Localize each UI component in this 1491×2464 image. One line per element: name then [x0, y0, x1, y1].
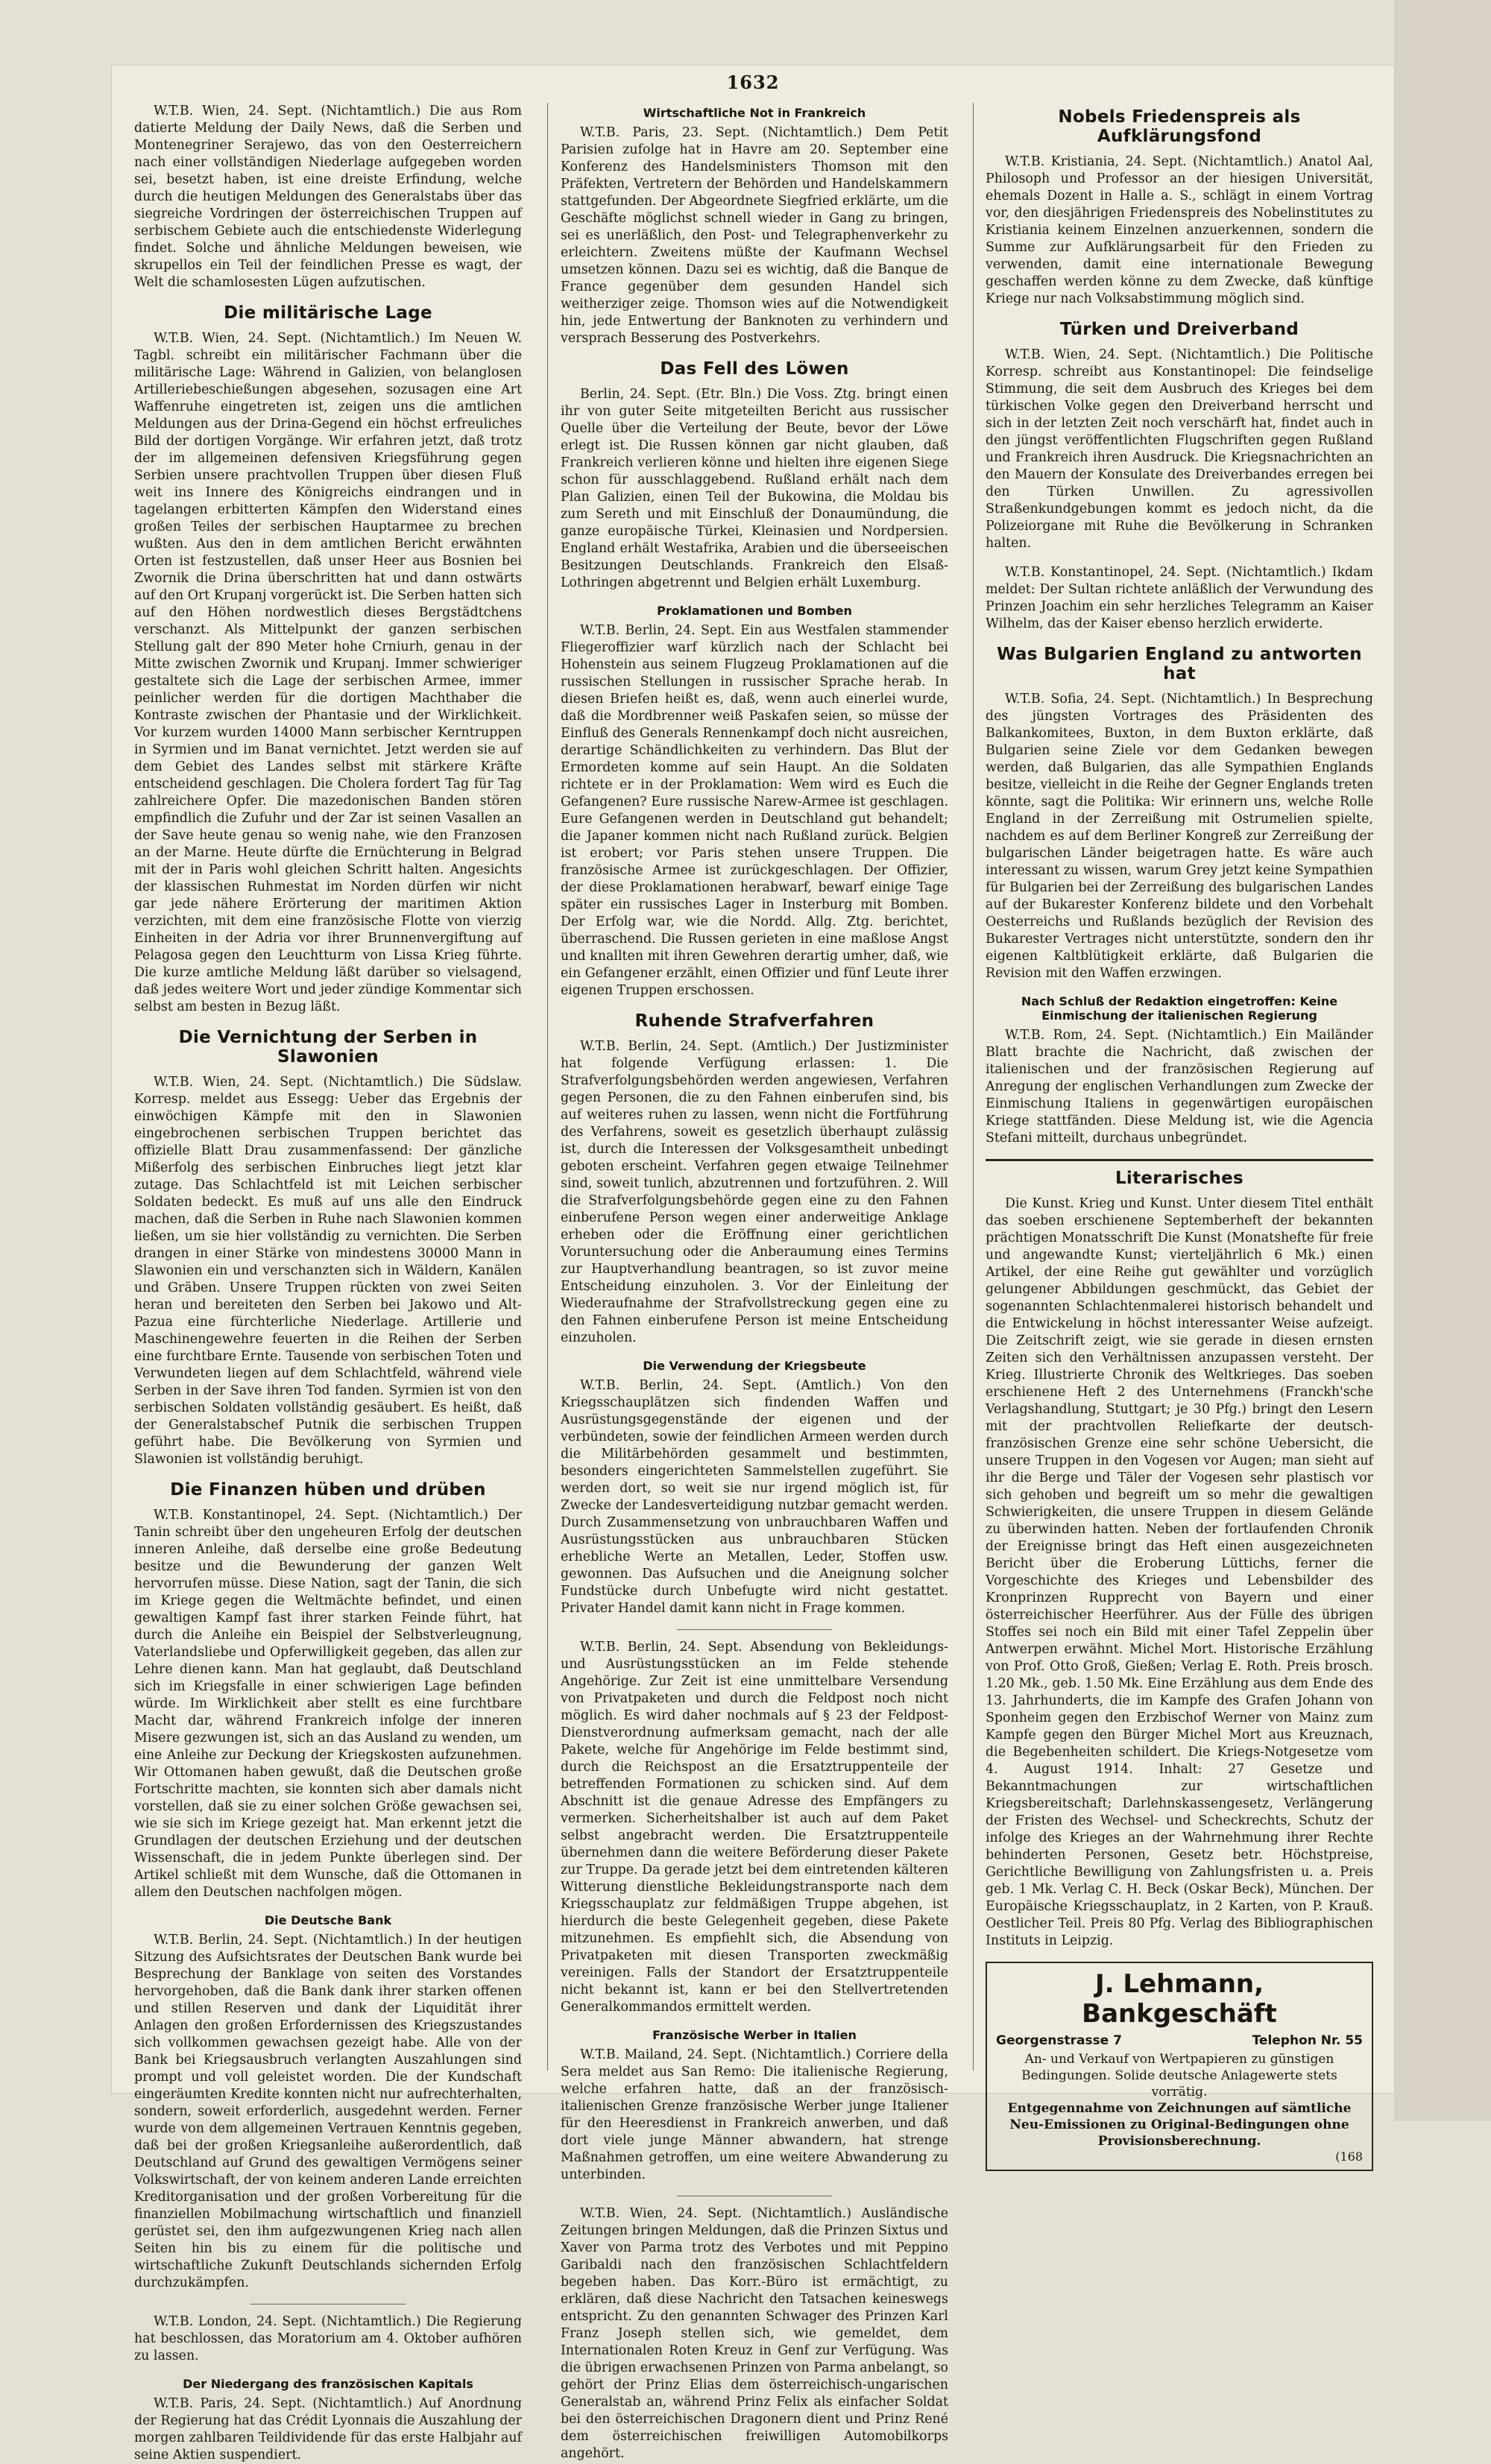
article-heading: Türken und Dreiverband: [1059, 320, 1299, 339]
article: [561, 604, 948, 999]
heavy-rule: [986, 1159, 1373, 1161]
article: [561, 106, 948, 347]
ad-street: Georgenstrasse 7: [996, 2033, 1122, 2048]
article: [134, 1028, 522, 1468]
newspaper-page: [112, 66, 1394, 2463]
article-text: Die Kunst. Krieg und Kunst. Unter diesem Titel enthält das soeben erschienene Septemberheft der bekannten prächtigen Monatsschrift Die Kunst (Monatshefte für freie und angewandte Kunst; vierteljährlich 6 Mk.) einen Artikel, der eine Reihe gut gewählter und vorzüglich gelungener Abbildungen geschmückt, das Gebiet der sogenannten Schlachtenmalerei historisch behandelt und die Entwickelung in höchst interessanter Weise aufzeigt. Die Zeitschrift zeigt, wie sie gerade in diesen ernsten Zeiten sich den Verhältnissen anzupassen versteht. Der Krieg. Illustrierte Chronik des Weltkrieges. Das soeben erschienene Heft 2 des Unternehmens (Franckh'sche Verlagshandlung, Stuttgart; je 30 Pfg.) bringt den Lesern mit der prachtvollen Reliefkarte der deutsch-französischen Grenze eine sehr schöne Uebersicht, die unsere Truppen in den Vogesen vor Augen; man sieht auf ihr die Berge und Täler der Vogesen sehr plastisch vor sich gehoben und begreift um so mehr die gewaltigen Schwierigkeiten, die unsere Truppen in diesem Gelände zu überwinden hatten. Neben der fortlaufenden Chronik der Ereignisse bringt das Heft einen ausgezeichneten Bericht über die Eroberung Lüttichs, ferner die Vorgeschichte des Krieges und Lebensbilder des Kronprinzen Rupprecht von Bayern und einer österreichischer Heerführer. Aus der Fülle des übrigen Stoffes sei noch ein Bild mit einer Tafel Zeppelin über Antwerpen erwähnt. Michel Mort. Historische Erzählung von Prof. Otto Groß, Gießen; Verlag E. Roth. Preis brosch. 1.20 Mk., geb. 1.50 Mk. Eine Erzählung aus dem Ende des 13. Jahrhunderts, die im Kampfe des Grafen Johann von Sponheim gegen den Erzbischof Werner von Mainz zum Kampfe gegen den Bürger Michel Mort aus Kreuznach, die Begebenheiten schildert. Die Kriegs-Notgesetze vom 4. August 1914. Inhalt: 27 Gesetze und Bekanntmachungen zur wirtschaftlichen Kriegsbereitschaft; Darlehnskassengesetz, Verlängerung der Fristen des Wechsel- und Scheckrechts, Schutz der infolge des Krieges an der Wahrnehmung ihrer Rechte behinderten Personen, Gesetz betr. Höchstpreise, Gerichtliche Bewilligung von Zahlungsfristen u. a. Preis geb. 1 Mk. Verlag C. H. Beck (Oskar Beck), München. Der Europäische Kriegsschauplatz, in 2 Karten, von P. Krauß. Oestlicher Teil. Preis 80 Pfg. Verlag des Bibliographischen Instituts in Leipzig.: [986, 1196, 1373, 1948]
article-text: W.T.B. Berlin, 24. Sept. (Amtlich.) Von den Kriegsschauplätzen sich findenden Waffen und Ausrüstungsgegenstände der eigenen und der verbündeten, sowie der feindlichen Armeen werden durch die Militärbehörden gesammelt und bestimmten, besonders eingerichteten Sammelstellen zugeführt. Sie werden dort, so weit sie nur irgend möglich ist, für Zwecke der Landesverteidigung nutzbar gemacht werden. Durch Zusammensetzung von unbrauchbaren Waffen und Ausrüstungsstücken aus unbrauchbaren Stücken erhebliche Werte an Metallen, Leder, Stoffen usw. gewonnen. Das Aufsuchen und die Aneignung solcher Fundstücke durch Unbefugte wird nicht gestattet. Privater Handel damit kann nicht in Frage kommen.: [561, 1378, 948, 1616]
column-rule: [973, 103, 974, 2070]
article: [986, 1169, 1373, 1950]
article-text: W.T.B. Mailand, 24. Sept. (Nichtamtlich.) Corriere della Sera meldet aus San Remo: Die italienische Regierung, welche erfahren hatte, daß an der französisch-italienischen Grenze französische Werber junge Italiener für den Heeresdienst in Frankreich anwerben, und daß dort viele junge Männer abwandern, hat strenge Maßnahmen getroffen, um eine weitere Abwanderung zu unterbinden.: [561, 2047, 948, 2182]
article: [134, 1913, 522, 2292]
article-text: W.T.B. Wien, 24. Sept. (Nichtamtlich.) Ausländische Zeitungen bringen Meldungen, daß die Prinzen Sixtus und Xaver von Parma trotz des Verbotes und mit Peppino Garibaldi nach den französischen Schlachtfeldern begeben haben. Das Korr.-Büro ist ermächtigt, zu erklären, daß diese Nachricht den Tatsachen keineswegs entspricht. Zu den genannten Schwager des Prinzen Karl Franz Joseph stellen sich, wie gemeldet, dem Internationalen Roten Kreuz in Genf zur Verfügung. Was die übrigen erwachsenen Prinzen von Parma anbelangt, so gehört der Prinz Elias dem österreichisch-ungarischen Generalstab an, während Prinz Felix als einfacher Soldat bei den österreichischen Dragonern dient und Prinz René dem österreichischen freiwilligen Automobilkorps angehört.: [561, 2206, 948, 2461]
article-heading: Die Vernichtung der Serben in Slawonien: [178, 1028, 478, 1067]
article: [986, 107, 1373, 308]
article: [561, 2205, 948, 2463]
article-heading: Ruhende Strafverfahren: [634, 1011, 874, 1031]
article: [986, 564, 1373, 633]
article: [986, 645, 1373, 982]
article-heading: Die Finanzen hüben und drüben: [170, 1480, 486, 1500]
article-heading: Das Fell des Löwen: [660, 359, 849, 379]
article-text: W.T.B. Berlin, 24. Sept. (Amtlich.) Der Justizminister hat folgende Verfügung erlassen: 1. Die Strafverfolgungsbehörden werden angewiesen, Verfahren gegen Personen, die zu den Fahnen einberufen sind, bis auf weiteres ruhen zu lassen, wenn nicht die Fortführung des Verfahrens, soweit es gesetzlich überhaupt zulässig ist, durch die Interessen der Volksgesamtheit unbedingt geboten erscheint. Verfahren gegen etwaige Teilnehmer sind, soweit tunlich, abzutrennen und fortzuführen. 2. Will die Strafverfolgungsbehörde gegen eine zu den Fahnen einberufene Person wegen einer anderweitige Anklage erheben oder die Eröffnung einer gerichtlichen Voruntersuchung oder die Anberaumung eines Termins zur Hauptverhandlung beantragen, so ist zuvor meine Entscheidung einzuholen. 3. Vor der Einleitung der Wiederaufnahme der Strafvollstreckung gegen eine zu den Fahnen einberufene Person ist meine Entscheidung einzuholen.: [561, 1039, 948, 1345]
article-text: W.T.B. Berlin, 24. Sept. Absendung von Bekleidungs- und Ausrüstungsstücken an im Felde stehende Angehörige. Zur Zeit ist eine unmittelbare Versendung von Privatpaketen und durch die Feldpost noch nicht möglich. Es wird daher nochmals auf § 23 der Feldpost-Dienstverordnung aufmerksam gemacht, nach der alle Pakete, welche für Angehörige im Felde bestimmt sind, durch die Reichspost an die Ersatztruppenteile der betreffenden Formationen zu schicken sind. Auf dem Abschnitt ist die genaue Adresse des Empfängers zu vermerken. Sicherheitshalber ist auch auf dem Paket selbst angebracht werden. Die Ersatztruppenteile übernehmen dann die weitere Beförderung dieser Pakete zur Truppe. Da gerade jetzt bei dem eintretenden kälteren Witterung dienstliche Bekleidungstransporte nach dem Kriegsschauplatz zur feldmäßigen Truppe abgehen, ist hierdurch die beste Gelegenheit gegeben, diese Pakete mitzunehmen. Es empfiehlt sich, die Absendung von Privatpaketen mit diesen Transporten zweckmäßig vereinigen. Falls der Standort der Ersatztruppenteile nicht bekannt ist, kann er bei den Stellvertretenden Generalkommandos ermittelt werden.: [561, 1640, 948, 2015]
article-text: W.T.B. Berlin, 24. Sept. (Nichtamtlich.) In der heutigen Sitzung des Aufsichtsrates der Deutschen Bank wurde bei Besprechung der Banklage von seiten des Vorstandes hervorgehoben, daß die Bank dank ihrer starken offenen und stillen Reserven und dank der Liquidität ihrer Anlagen den großen Erfordernissen des Kriegszustandes sich vollkommen gewachsen gezeigt habe. Alle von der Bank bei Kriegsausbruch verlangten Auszahlungen sind prompt und voll geleistet worden. Die der Kundschaft eingeräumten Kredite konnten nicht nur aufrechterhalten, sondern, soweit erforderlich, ausgedehnt werden. Ferner wurde von dem allgemeinen Vertrauen Kenntnis gegeben, daß bei der großen Kriegsanleihe außerordentlich, daß Deutschland auf Grund des gewaltigen Vermögens seiner Volkswirtschaft, der von keinem anderen Lande erreichten Kreditorganisation und der großen Vorbereitung für die finanziellen Mobilmachung wirtschaftlich und finanziell gerüstet sei, den ihm aufgezwungenen Krieg nach allen Seiten hin bis zu einem für die politische und wirtschaftliche Zukunft Deutschlands sichernden Erfolg durchzukämpfen.: [134, 1933, 522, 2290]
bank-advertisement: [986, 1962, 1373, 2171]
article-subheading: Proklamationen und Bomben: [657, 604, 852, 618]
ad-phone: Telephon Nr. 55: [1252, 2033, 1363, 2048]
column-rule: [547, 103, 548, 2070]
ad-address-row: [996, 2033, 1363, 2048]
article-text: W.T.B. Sofia, 24. Sept. (Nichtamtlich.) In Besprechung des jüngsten Vortrages des Präsidenten des Balkankomitees, Buxton, in dem Buxton erklärte, daß Bulgarien seine Ziele vor dem Gedanken bewegen werden, daß Bulgarien, das alle Sympathien Englands besitze, vielleicht in die Reihe der Gegner Englands treten könnte, sagt die Politika: Wir erinnern uns, welche Rolle England in der Zerreißung mit Ostrumelien spielte, nachdem es auf dem Berliner Kongreß zur Zerreißung der bulgarischen Länder beigetragen hatte. Es wäre auch interessant zu wissen, warum Grey jetzt keine Sympathien für Bulgarien bei der Zerreißung des bulgarischen Landes auf der Bukarester Konferenz bildete und den Vorbehalt Oesterreichs und Rußlands bezüglich der Revision des Bukarester Vertrages nicht unterstützte, sondern den ihr eigenen Kaltblütigkeit erklärte, daß Bulgarien die Revision mit den Waffen erzwingen.: [986, 692, 1373, 981]
article-heading: Die militärische Lage: [224, 303, 432, 323]
article-text: W.T.B. Wien, 24. Sept. (Nichtamtlich.) Die Südslaw. Korresp. meldet aus Essegg: Ueber das Ergebnis der einwöchigen Kämpfe mit den in Slawonien eingebrochenen serbischen Truppen berichtet das offizielle Blatt Drau zusammenfassend: Der gänzliche Mißerfolg des serbischen Einbruches liegt jetzt klar zutage. Das Schlachtfeld ist mit Leichen serbischer Soldaten bedeckt. Es muß auf uns alle den Eindruck machen, daß die Serben in Ruhe nach Slawonien kommen ließen, um sie hier vollständig zu vernichten. Die Serben drangen in einer Stärke von mindestens 30000 Mann in Slawonien ein und verschanzten sich in Wäldern, Kanälen und Gräben. Unsere Truppen rückten von zwei Seiten heran und bereiteten den Serben bei Jakowo und Alt-Pazua eine fürchterliche Niederlage. Artillerie und Maschinengewehre feuerten in die Reihen der Serben eine furchtbare Ernte. Tausende von serbischen Toten und Verwundeten liegen auf dem Schlachtfeld, während viele Serben in der Save ihren Tod fanden. Syrmien ist von den serbischen Soldaten vollständig gesäubert. Es heißt, daß der Generalstabschef Putnik die serbischen Truppen geführt habe. Die Bevölkerung von Syrmien und Slawonien ist vollständig beruhigt.: [134, 1075, 522, 1467]
article-text: W.T.B. Konstantinopel, 24. Sept. (Nichtamtlich.) Ikdam meldet: Der Sultan richtete anläßlich der Verwundung des Prinzen Joachim ein sehr herzliches Telegramm an Kaiser Wilhelm, das der Kaiser ebenso herzlich erwiderte.: [986, 565, 1373, 631]
ad-code: (168: [1335, 2149, 1363, 2164]
article-subheading: Nach Schluß der Redaktion eingetroffen: Keine Einmischung der italienischen Regierung: [1021, 994, 1338, 1023]
column-1: [134, 103, 522, 2463]
article: [134, 2313, 522, 2365]
article-text: W.T.B. Paris, 23. Sept. (Nichtamtlich.) Dem Petit Parisien zufolge hat in Havre am 20. September eine Konferenz des Handelsministers Thomson mit den Präfekten, Vertretern der Behörden und Handelskammern stattgefunden. Der Abgeordnete Siegfried erklärte, um die Geschäfte möglichst schnell wieder in Gang zu bringen, sei es unerläßlich, den Post- und Telegraphenverkehr zu erleichtern. Zweitens müßte der Kaufmann Wechsel umsetzen können. Dazu sei es wichtig, daß die Banque de France gegenüber dem gesunden Handel sich weitherziger zeige. Thomson wies auf die Notwendigkeit hin, jede Entwertung der Banknoten zu verhindern und versprach Besserung des Postverkehrs.: [561, 125, 948, 346]
article-text: W.T.B. Paris, 24. Sept. (Nichtamtlich.) Auf Anordnung der Regierung hat das Crédit Lyonnais die Auszahlung der morgen zahlbaren Teildividende für das erste Halbjahr auf seine Aktien suspendiert.: [134, 2396, 522, 2463]
article-text: W.T.B. Rom, 24. Sept. (Nichtamtlich.) Ein Mailänder Blatt brachte die Nachricht, daß zwischen der italienischen und der französischen Regierung auf Anregung der englischen Verhandlungen zum Zwecke der Einmischung Italiens in gegenwärtigen europäischen Kriege stattfänden. Diese Meldung ist, wie die Agencia Stefani mitteilt, durchaus unbegründet.: [986, 1028, 1373, 1146]
column-3: [986, 103, 1373, 2164]
column-2: [561, 103, 948, 2461]
page-gutter: [1394, 0, 1491, 2121]
article-text: W.T.B. Wien, 24. Sept. (Nichtamtlich.) Die aus Rom datierte Meldung der Daily News, daß die Serben und Montenegriner Serajewo, das von den Oesterreichern nach einer vollständigen Niederlage aufgegeben worden sei, besetzt haben, ist eine dreiste Erfindung, welche durch die heutigen Meldungen des Generalstabs über das siegreiche Vordringen der österreichischen Truppen auf serbischem Gebiete auch die entschiedenste Widerlegung findet. Solche und ähnliche Meldungen beweisen, wie skrupellos ein Teil der feindlichen Presse es wagt, der Welt die schamlosesten Lügen aufzutischen.: [134, 104, 522, 290]
ad-company-name: J. Lehmann, Bankgeschäft: [1082, 1969, 1277, 2029]
ad-text-bold: Entgegennahme von Zeichnungen auf sämtliche Neu-Emissionen zu Original-Bedingungen ohne Provisionsberechnung.: [1007, 2101, 1352, 2149]
article: [134, 303, 522, 1016]
article: [134, 2377, 522, 2464]
article-text: W.T.B. London, 24. Sept. (Nichtamtlich.) Die Regierung hat beschlossen, das Moratorium am 4. Oktober aufhören zu lassen.: [134, 2314, 522, 2363]
article-subheading: Der Niedergang des französischen Kapitals: [183, 2377, 473, 2391]
ad-text: An- und Verkauf von Wertpapieren zu günstigen Bedingungen. Solide deutsche Anlagewerte stets vorrätig.: [1021, 2052, 1337, 2100]
separator: [677, 1629, 832, 1630]
article-subheading: Die Verwendung der Kriegsbeute: [643, 1359, 866, 1373]
article: [561, 2028, 948, 2184]
article: [561, 1639, 948, 2016]
article-subheading: Französische Werber in Italien: [652, 2028, 857, 2042]
article: [986, 994, 1373, 1147]
separator: [250, 2304, 406, 2305]
article: [986, 320, 1373, 552]
article-subheading: Wirtschaftliche Not in Frankreich: [643, 106, 866, 120]
article: [561, 1359, 948, 1617]
article-heading: Literarisches: [1115, 1169, 1244, 1188]
article: [561, 1011, 948, 1347]
article-text: W.T.B. Konstantinopel, 24. Sept. (Nichtamtlich.) Der Tanin schreibt über den ungeheuren Erfolg der deutschen inneren Anleihe, daß derselbe eine große Bedeutung besitze und die Bewunderung der ganzen Welt hervorrufen müsse. Diese Nation, sagt der Tanin, die sich im Kriege gegen die Weltmächte befindet, und einen gewaltigen Kampf fast ihrer starken Feinde führt, hat durch die Anleihe ein Beispiel der Selbstverleugnung, Vaterlandsliebe und Opferwilligkeit gegeben, das allen zur Lehre dienen kann. Man hat geglaubt, daß Deutschland sich im Kriegsfalle in einer schwierigen Lage befinden würde. Im Wirklichkeit aber stellt es eine furchtbare Macht dar, während Frankreich infolge der inneren Misere gezwungen ist, sich an das Ausland zu wenden, um eine Anleihe zur Deckung der Kriegskosten aufzunehmen. Wir Ottomanen haben gewußt, daß die Deutschen große Fortschritte machten, sie konnten sich aber damals nicht vorstellen, daß sie zu einer solchen Größe gewachsen sei, wie sie sich im Kriege gezeigt hat. Man erkennt jetzt die Grundlagen der deutschen Erziehung und der deutschen Wissenschaft, die in jedem Punkte überlegen sind. Der Artikel schließt mit dem Wunsche, daß die Ottomanen in allem den Deutschen nachfolgen mögen.: [134, 1508, 522, 1900]
article: [134, 1480, 522, 1901]
article-subheading: Die Deutsche Bank: [264, 1913, 392, 1927]
article-text: W.T.B. Wien, 24. Sept. (Nichtamtlich.) Die Politische Korresp. schreibt aus Konstantinopel: Die feindselige Stimmung, die seit dem Ausbruch des Krieges bei dem türkischen Volke gegen den Dreiverband herrscht und sich in der letzten Zeit noch verschärft hat, findet auch in den jüngst veröffentlichten Flugschriften gegen Rußland und Frankreich ihren Ausdruck. Die Kriegsnachrichten an den Mauern der Konsulate des Dreiverbandes erregen bei den Türken Unwillen. Zu agressivollen Straßenkundgebungen kommt es jedoch nicht, da die Polizeiorgane mit Ruhe die Bevölkerung in Schranken halten.: [986, 347, 1373, 551]
article-text: Berlin, 24. Sept. (Etr. Bln.) Die Voss. Ztg. bringt einen ihr von guter Seite mitgeteilten Bericht aus russischer Quelle über die Verteilung der Beute, bevor der Löwe erlegt ist. Die Russen können gar nicht glauben, daß Frankreich verlieren könne und hielten ihre eigenen Siege schon für ausschlaggebend. Rußland erhält nach dem Plan Galizien, einen Teil der Bukowina, die Moldau bis zum Sereth und mit Einschluß der Donaumündung, die ganze europäische Türkei, Kleinasien und Nordpersien. England erhält Westafrika, Arabien und die überseeischen Besitzungen Deutschlands. Frankreich den Elsaß-Lothringen abgetrennt und Belgien erhält Luxemburg.: [561, 387, 948, 590]
article-text: W.T.B. Wien, 24. Sept. (Nichtamtlich.) Im Neuen W. Tagbl. schreibt ein militärischer Fachmann über die militärische Lage: Während in Galizien, von belanglosen Artilleriebeschießungen abgesehen, sozusagen eine Art Waffenruhe eingetreten ist, zeigen uns die amtlichen Meldungen aus der Drina-Gegend ein höchst erfreuliches Bild der dortigen Vorgänge. Wir erfahren jetzt, daß trotz der im allgemeinen defensiven Kriegsführung gegen Serbien unsere prachtvollen Truppen über diesen Fluß weit ins Innere des Königreichs eindrangen und in tagelangen erbitterten Kämpfen den Widerstand eines großen Teiles der serbischen Hauptarmee zu brechen wußten. Aus den in dem amtlichen Bericht erwähnten Orten ist festzustellen, daß unser Heer aus Bosnien bei Zwornik die Drina überschritten hat und dann ostwärts auf den Ort Krupanj vorgerückt ist. Die Serben hatten sich auf den Höhen nordwestlich dieses Bergstädtchens verschanzt. Als Mittelpunkt der ganzen serbischen Stellung galt der 890 Meter hohe Crniurh, genau in der Mitte zwischen Zwornik und Krupanj. Immer schwieriger gestaltete sich die Lage der serbischen Armee, immer peinlicher werden für die dortigen Machthaber die Kontraste zwischen der Phantasie und der Wirklichkeit. Vor kurzem wurden 14000 Mann serbischer Kerntruppen in Syrmien und im Banat vernichtet. Jetzt werden sie auf dem Gebiet des Landes selbst mit stärkere Kräfte entscheidend geschlagen. Die Cholera fordert Tag für Tag zahlreichere Opfer. Die mazedonischen Banden stören empfindlich die Zufuhr und der Zar ist seinen Vasallen an der Save heute genau so wenig nahe, wie den Franzosen an der Marne. Heute dürfte die Ernüchterung in Belgrad mit der in Paris wohl gleichen Schritt halten. Angesichts der klassischen Ruhmestat im Norden dürfen wir nicht gar jede nähere Erörterung der maritimen Aktion verzichten, mit dem eine französische Flotte von vierzig Einheiten in der Adria vor ihrer Brunnenvergiftung auf Pelagosa gegen den Leuchtturm von Lissa Krieg führte. Die kurze amtliche Meldung läßt darüber so vielsagend, daß jedes weitere Wort und jeder zündige Kommentar sich selbst am besten in Bezug läßt.: [134, 331, 522, 1014]
article: [561, 359, 948, 592]
article-heading: Was Bulgarien England zu antworten hat: [997, 645, 1362, 683]
article-text: W.T.B. Berlin, 24. Sept. Ein aus Westfalen stammender Fliegeroffizier warf kürzlich nach der Schlacht bei Hohenstein aus seinem Flugzeug Proklamationen auf die russischen Stellungen in russischer Sprache herab. In diesen Briefen heißt es, daß, wenn auch einerlei wurde, daß die Mordbrenner weiß Paskafen seien, so müsse der Einfluß des Generals Rennenkampf doch nicht ausreichen, derartige Schändlichkeiten zu verhindern. Das Blut der Ermordeten komme auf sein Haupt. An die Soldaten richtete er in der Proklamation: Wem wird es Euch die Gefangenen? Eure russische Narew-Armee ist geschlagen. Eure Gefangenen werden in Deutschland gut behandelt; die Japaner kommen nicht nach Rußland zurück. Belgien ist erobert; vor Paris stehen unsere Truppen. Die französische Armee ist zurückgeschlagen. Der Offizier, der diese Proklamationen herabwarf, bewarf einige Tage später ein russisches Lager in Insterburg mit Bomben. Der Erfolg war, wie die Nordd. Allg. Ztg. berichtet, überraschend. Die Russen gerieten in eine maßlose Angst und knallten mit ihren Gewehren derartig umher, daß, wie ein Gefangener erzählt, einen Offizier und fünf Leute ihrer eigenen Truppen erschossen.: [561, 623, 948, 998]
article-heading: Nobels Friedenspreis als Aufklärungsfond: [1058, 107, 1301, 146]
article: [134, 103, 522, 291]
article-text: W.T.B. Kristiania, 24. Sept. (Nichtamtlich.) Anatol Aal, Philosoph und Professor an der hiesigen Universität, ehemals Dozent in Halle a. S., schlägt in einem Vortrag vor, den diesjährigen Friedenspreis des Nobelinstitutes zu Kristiania keinem Einzelnen anzuerkennen, sondern die Summe zur Aufklärungsarbeit für den Frieden zu verwenden, damit eine internationale Bewegung geschaffen werden könne zu dem Zwecke, daß künftige Kriege nur nach Volksabstimmung möglich sind.: [986, 154, 1373, 306]
page-number: 1632: [726, 72, 780, 93]
